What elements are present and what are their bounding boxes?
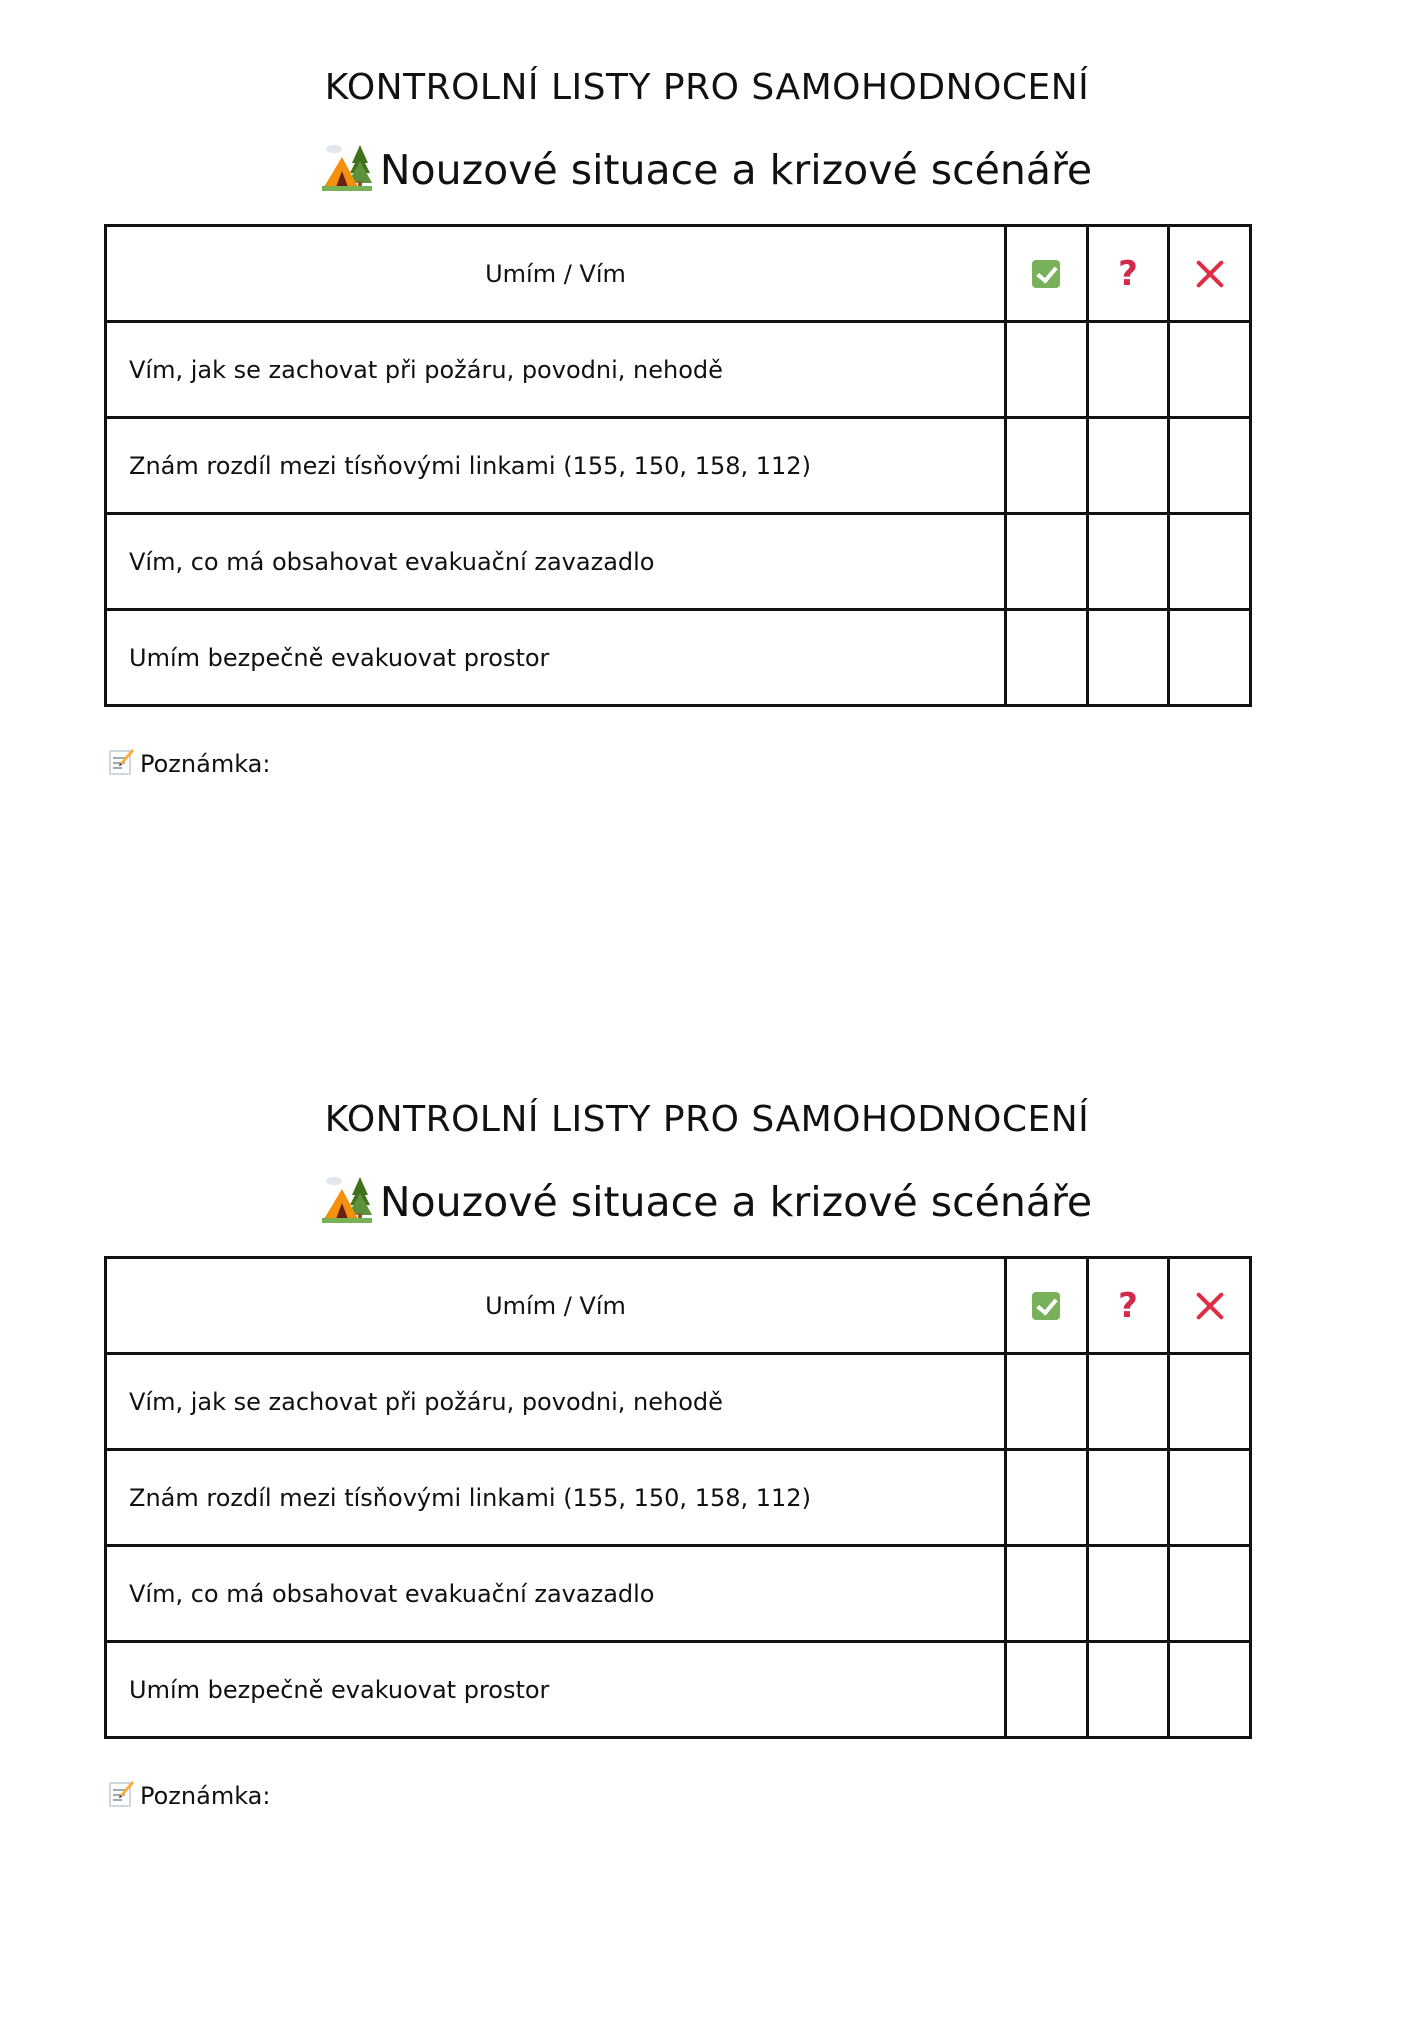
table-row [106, 1354, 1251, 1450]
unsure-checkbox-cell[interactable] [1087, 1546, 1169, 1642]
table-row [106, 610, 1251, 706]
yes-checkbox-cell[interactable] [1006, 322, 1088, 418]
sheet-subheading [0, 1170, 1414, 1231]
unsure-checkbox-cell[interactable] [1087, 418, 1169, 514]
note-label: Poznámka: [140, 750, 271, 778]
no-checkbox-cell[interactable] [1169, 322, 1251, 418]
note-field[interactable] [108, 1780, 270, 1812]
yes-checkbox-cell[interactable] [1006, 1354, 1088, 1450]
skill-statement: Znám rozdíl mezi tísňovými linkami (155, 150, 158, 112) [106, 1450, 1006, 1546]
table-header-row [106, 226, 1251, 322]
no-checkbox-cell[interactable] [1169, 1546, 1251, 1642]
yes-checkbox-cell[interactable] [1006, 1450, 1088, 1546]
no-checkbox-cell[interactable] [1169, 1642, 1251, 1738]
skill-statement: Vím, jak se zachovat při požáru, povodni, nehodě [106, 322, 1006, 418]
self-assessment-table [104, 224, 1252, 707]
table-row [106, 1546, 1251, 1642]
unsure-checkbox-cell[interactable] [1087, 610, 1169, 706]
no-checkbox-cell[interactable] [1169, 1450, 1251, 1546]
memo-icon [108, 748, 134, 776]
skill-statement: Znám rozdíl mezi tísňovými linkami (155, 150, 158, 112) [106, 418, 1006, 514]
question-mark-icon: ? [1118, 253, 1138, 294]
no-checkbox-cell[interactable] [1169, 514, 1251, 610]
question-mark-icon: ? [1118, 1285, 1138, 1326]
skill-column-header: Umím / Vím [106, 226, 1006, 322]
yes-checkbox-cell[interactable] [1006, 1546, 1088, 1642]
table-row [106, 514, 1251, 610]
no-column-header [1169, 226, 1251, 322]
table-row [106, 418, 1251, 514]
sheet-heading: KONTROLNÍ LISTY PRO SAMOHODNOCENÍ [324, 1099, 1090, 1140]
yes-checkbox-cell[interactable] [1006, 1642, 1088, 1738]
tent-icon [322, 141, 372, 191]
checklist-sheet-1 [0, 0, 1414, 1000]
no-checkbox-cell[interactable] [1169, 610, 1251, 706]
self-assessment-table [104, 1256, 1252, 1739]
table-row [106, 322, 1251, 418]
no-column-header [1169, 1258, 1251, 1354]
check-mark-button-icon [1032, 260, 1060, 288]
yes-column-header [1006, 226, 1088, 322]
cross-mark-icon [1194, 258, 1226, 290]
skill-column-header: Umím / Vím [106, 1258, 1006, 1354]
table-row [106, 1642, 1251, 1738]
subheading-text: Nouzové situace a krizové scénáře [379, 146, 1093, 194]
table-header-row [106, 1258, 1251, 1354]
unsure-checkbox-cell[interactable] [1087, 1450, 1169, 1546]
sheet-subheading [0, 138, 1414, 199]
note-field[interactable] [108, 748, 270, 780]
no-checkbox-cell[interactable] [1169, 1354, 1251, 1450]
subheading-text: Nouzové situace a krizové scénáře [379, 1178, 1093, 1226]
unsure-checkbox-cell[interactable] [1087, 1354, 1169, 1450]
cross-mark-icon [1194, 1290, 1226, 1322]
unsure-checkbox-cell[interactable] [1087, 1642, 1169, 1738]
note-label: Poznámka: [140, 1782, 271, 1810]
checklist-sheet-2 [0, 1032, 1414, 2032]
yes-checkbox-cell[interactable] [1006, 418, 1088, 514]
unsure-column-header [1087, 226, 1169, 322]
unsure-column-header [1087, 1258, 1169, 1354]
no-checkbox-cell[interactable] [1169, 418, 1251, 514]
tent-icon [322, 1173, 372, 1223]
unsure-checkbox-cell[interactable] [1087, 322, 1169, 418]
skill-statement: Umím bezpečně evakuovat prostor [106, 1642, 1006, 1738]
skill-statement: Vím, co má obsahovat evakuační zavazadlo [106, 514, 1006, 610]
yes-column-header [1006, 1258, 1088, 1354]
skill-statement: Vím, jak se zachovat při požáru, povodni, nehodě [106, 1354, 1006, 1450]
sheet-heading: KONTROLNÍ LISTY PRO SAMOHODNOCENÍ [324, 67, 1090, 108]
skill-statement: Vím, co má obsahovat evakuační zavazadlo [106, 1546, 1006, 1642]
skill-statement: Umím bezpečně evakuovat prostor [106, 610, 1006, 706]
table-row [106, 1450, 1251, 1546]
yes-checkbox-cell[interactable] [1006, 514, 1088, 610]
unsure-checkbox-cell[interactable] [1087, 514, 1169, 610]
check-mark-button-icon [1032, 1292, 1060, 1320]
yes-checkbox-cell[interactable] [1006, 610, 1088, 706]
memo-icon [108, 1780, 134, 1808]
